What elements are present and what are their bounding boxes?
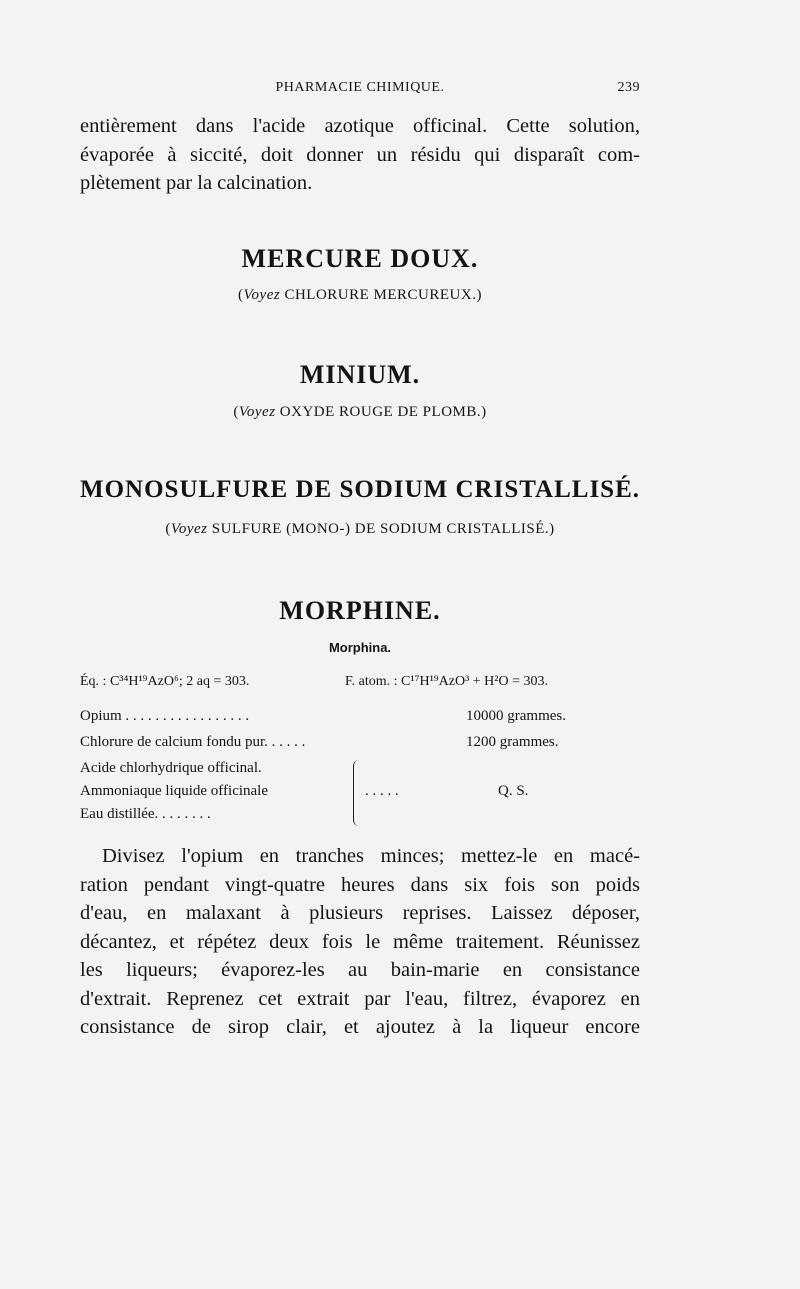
text-line: Divisez l'opium en tranches minces; mettez-le en macé-: [102, 845, 640, 867]
brace-dots: . . . . .: [365, 783, 399, 799]
heading-minium: MINIUM.: [299, 360, 421, 389]
header-title: PHARMACIE CHIMIQUE.: [275, 80, 445, 95]
equivalent-formula: Éq. : C³⁴H¹⁹AzO⁶; 2 aq = 303.: [80, 674, 250, 689]
intro-paragraph: [80, 112, 640, 198]
text-line: entièrement dans l'acide azotique officinal. Cette solution,: [80, 115, 640, 137]
latin-name: Morphina.: [328, 640, 392, 655]
see-ref: SULFURE (MONO-) DE SODIUM CRISTALLISÉ.): [211, 521, 555, 537]
ingredient-quantity: 10000 grammes.: [466, 708, 566, 724]
formula-line: [80, 674, 640, 694]
voyez-label: Voyez: [243, 287, 281, 303]
page-number: 239: [617, 80, 640, 95]
text-line: ration pendant vingt-quatre heures dans six fois son poids: [80, 873, 640, 896]
text-line: d'eau, en malaxant à plusieurs reprises. Laissez déposer,: [80, 902, 640, 924]
atomic-formula: F. atom. : C¹⁷H¹⁹AzO³ + H²O = 303.: [345, 674, 548, 689]
heading-mercure-doux: MERCURE DOUX.: [241, 244, 479, 273]
heading-monosulfure: MONOSULFURE DE SODIUM CRISTALLISÉ.: [80, 476, 641, 503]
text-line: décantez, et répétez deux fois le même traitement. Réunissez: [80, 930, 640, 953]
text-line: évaporée à siccité, doit donner un résidu qui disparaît com-: [80, 143, 640, 166]
ingredient-name: Chlorure de calcium fondu pur. . . . . .: [80, 734, 306, 750]
see-ref: OXYDE ROUGE DE PLOMB.): [279, 404, 487, 420]
see-also-mercure: (Voyez CHLORURE MERCUREUX.): [238, 287, 482, 303]
text-line: plètement par la calcination.: [80, 172, 313, 194]
ingredient-name: Ammoniaque liquide officinale: [80, 783, 269, 799]
method-paragraph: [80, 842, 640, 1042]
see-also-monosulfure: (Voyez SULFURE (MONO-) DE SODIUM CRISTALLISÉ.): [165, 521, 555, 537]
ingredient-name: Eau distillée. . . . . . . .: [80, 806, 211, 822]
heading-morphine: MORPHINE.: [279, 596, 441, 625]
see-ref: CHLORURE MERCUREUX.): [284, 287, 482, 303]
ingredient-name: Acide chlorhydrique officinal.: [80, 760, 262, 776]
ingredient-quantity: Q. S.: [498, 783, 529, 799]
text-line: les liqueurs; évaporez-les au bain-marie en consistance: [80, 959, 640, 981]
recipe-row: [80, 708, 640, 728]
text-line: consistance de sirop clair, et ajoutez à la liqueur encore: [80, 1016, 640, 1038]
voyez-label: Voyez: [170, 521, 208, 537]
ingredient-quantity: 1200 grammes.: [466, 734, 559, 750]
running-header: [80, 80, 640, 102]
grouping-brace: [353, 760, 364, 826]
recipe-row: [80, 734, 640, 754]
see-also-minium: (Voyez OXYDE ROUGE DE PLOMB.): [233, 404, 487, 420]
ingredient-name: Opium . . . . . . . . . . . . . . . . .: [80, 708, 250, 724]
text-line: d'extrait. Reprenez cet extrait par l'eau, filtrez, évaporez en: [80, 987, 640, 1010]
voyez-label: Voyez: [238, 404, 276, 420]
